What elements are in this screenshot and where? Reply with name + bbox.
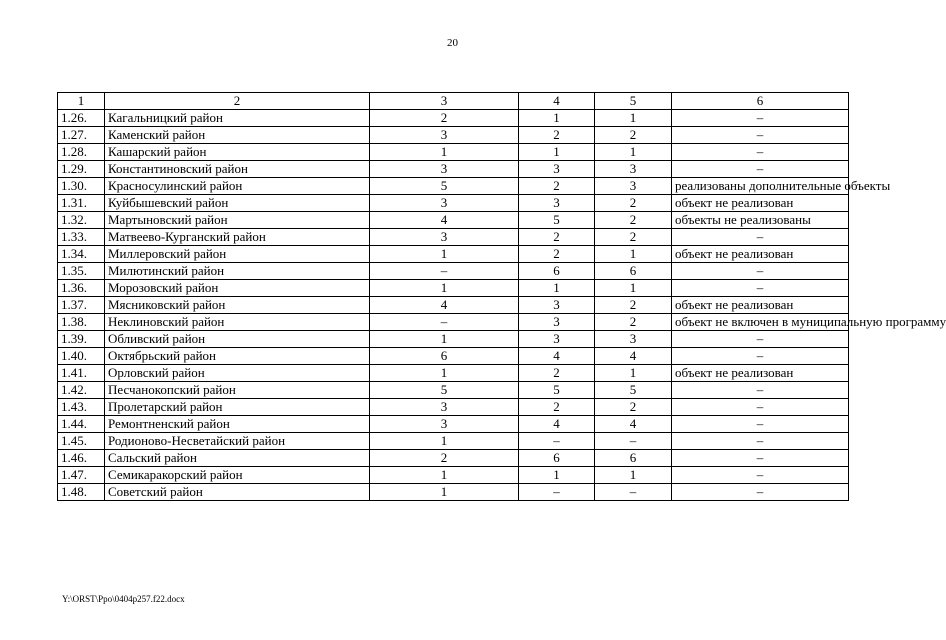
file-path-footer: Y:\ORST\Ppo\0404p257.f22.docx bbox=[62, 594, 185, 604]
column-4-value: 3 bbox=[519, 195, 595, 212]
column-3-value: 3 bbox=[370, 195, 519, 212]
note: объекты не реализованы bbox=[672, 212, 849, 229]
note: – bbox=[672, 280, 849, 297]
page-number: 20 bbox=[447, 37, 458, 49]
district-name: Родионово-Несветайский район bbox=[105, 433, 370, 450]
note: – bbox=[672, 331, 849, 348]
column-4-value: 2 bbox=[519, 365, 595, 382]
table-row bbox=[58, 331, 849, 348]
note: объект не реализован bbox=[672, 365, 849, 382]
column-3-value: 1 bbox=[370, 144, 519, 161]
table-row bbox=[58, 399, 849, 416]
table-row bbox=[58, 348, 849, 365]
column-5-value: – bbox=[595, 484, 672, 501]
column-3-value: 1 bbox=[370, 433, 519, 450]
column-4-value: 3 bbox=[519, 297, 595, 314]
column-4-value: – bbox=[519, 433, 595, 450]
column-3-value: 5 bbox=[370, 178, 519, 195]
row-number: 1.32. bbox=[58, 212, 105, 229]
column-5-value: 4 bbox=[595, 416, 672, 433]
table-row bbox=[58, 314, 849, 331]
column-4-value: 2 bbox=[519, 246, 595, 263]
column-5-value: 1 bbox=[595, 110, 672, 127]
column-3-value: 4 bbox=[370, 212, 519, 229]
row-number: 1.39. bbox=[58, 331, 105, 348]
table-row bbox=[58, 382, 849, 399]
header-cell-5: 5 bbox=[595, 93, 672, 110]
column-5-value: 4 bbox=[595, 348, 672, 365]
column-4-value: 6 bbox=[519, 450, 595, 467]
note: – bbox=[672, 399, 849, 416]
note: – bbox=[672, 467, 849, 484]
note: – bbox=[672, 144, 849, 161]
column-4-value: 1 bbox=[519, 280, 595, 297]
note: объект не включен в муниципальную программу bbox=[672, 314, 849, 331]
district-name: Красносулинский район bbox=[105, 178, 370, 195]
table-row bbox=[58, 263, 849, 280]
row-number: 1.44. bbox=[58, 416, 105, 433]
row-number: 1.31. bbox=[58, 195, 105, 212]
column-3-value: 3 bbox=[370, 416, 519, 433]
district-name: Пролетарский район bbox=[105, 399, 370, 416]
column-5-value: 2 bbox=[595, 212, 672, 229]
district-name: Обливский район bbox=[105, 331, 370, 348]
column-5-value: 2 bbox=[595, 229, 672, 246]
column-3-value: 3 bbox=[370, 127, 519, 144]
column-5-value: – bbox=[595, 433, 672, 450]
table-row bbox=[58, 212, 849, 229]
table-row bbox=[58, 416, 849, 433]
column-5-value: 3 bbox=[595, 178, 672, 195]
note: – bbox=[672, 229, 849, 246]
district-name: Куйбышевский район bbox=[105, 195, 370, 212]
column-4-value: 3 bbox=[519, 331, 595, 348]
column-5-value: 5 bbox=[595, 382, 672, 399]
column-4-value: – bbox=[519, 484, 595, 501]
district-name: Мясниковский район bbox=[105, 297, 370, 314]
column-4-value: 1 bbox=[519, 467, 595, 484]
column-5-value: 1 bbox=[595, 467, 672, 484]
row-number: 1.46. bbox=[58, 450, 105, 467]
table-row bbox=[58, 467, 849, 484]
note: – bbox=[672, 263, 849, 280]
column-3-value: 5 bbox=[370, 382, 519, 399]
note: объект не реализован bbox=[672, 195, 849, 212]
row-number: 1.41. bbox=[58, 365, 105, 382]
row-number: 1.45. bbox=[58, 433, 105, 450]
district-name: Каменский район bbox=[105, 127, 370, 144]
table-row bbox=[58, 178, 849, 195]
district-name: Морозовский район bbox=[105, 280, 370, 297]
district-name: Советский район bbox=[105, 484, 370, 501]
column-4-value: 3 bbox=[519, 314, 595, 331]
header-cell-3: 3 bbox=[370, 93, 519, 110]
note: – bbox=[672, 348, 849, 365]
row-number: 1.40. bbox=[58, 348, 105, 365]
table-row bbox=[58, 297, 849, 314]
header-row bbox=[58, 93, 849, 110]
header-cell-2: 2 bbox=[105, 93, 370, 110]
column-3-value: 3 bbox=[370, 161, 519, 178]
row-number: 1.36. bbox=[58, 280, 105, 297]
column-3-value: 1 bbox=[370, 246, 519, 263]
row-number: 1.38. bbox=[58, 314, 105, 331]
district-name: Октябрьский район bbox=[105, 348, 370, 365]
column-3-value: 6 bbox=[370, 348, 519, 365]
column-3-value: 3 bbox=[370, 399, 519, 416]
column-4-value: 4 bbox=[519, 348, 595, 365]
column-3-value: 1 bbox=[370, 280, 519, 297]
column-4-value: 2 bbox=[519, 229, 595, 246]
note: – bbox=[672, 127, 849, 144]
column-5-value: 1 bbox=[595, 365, 672, 382]
note: – bbox=[672, 110, 849, 127]
column-5-value: 6 bbox=[595, 263, 672, 280]
column-3-value: 1 bbox=[370, 331, 519, 348]
district-name: Семикаракорский район bbox=[105, 467, 370, 484]
note: – bbox=[672, 382, 849, 399]
row-number: 1.28. bbox=[58, 144, 105, 161]
note: – bbox=[672, 161, 849, 178]
row-number: 1.26. bbox=[58, 110, 105, 127]
district-name: Миллеровский район bbox=[105, 246, 370, 263]
district-name: Кашарский район bbox=[105, 144, 370, 161]
column-5-value: 1 bbox=[595, 280, 672, 297]
column-3-value: 3 bbox=[370, 229, 519, 246]
column-3-value: 4 bbox=[370, 297, 519, 314]
district-name: Песчанокопский район bbox=[105, 382, 370, 399]
row-number: 1.42. bbox=[58, 382, 105, 399]
note: объект не реализован bbox=[672, 297, 849, 314]
district-name: Неклиновский район bbox=[105, 314, 370, 331]
district-name: Константиновский район bbox=[105, 161, 370, 178]
row-number: 1.29. bbox=[58, 161, 105, 178]
table-row bbox=[58, 433, 849, 450]
district-name: Матвеево-Курганский район bbox=[105, 229, 370, 246]
table-row bbox=[58, 450, 849, 467]
column-5-value: 6 bbox=[595, 450, 672, 467]
row-number: 1.48. bbox=[58, 484, 105, 501]
district-name: Орловский район bbox=[105, 365, 370, 382]
column-4-value: 3 bbox=[519, 161, 595, 178]
note: – bbox=[672, 416, 849, 433]
column-3-value: 2 bbox=[370, 110, 519, 127]
header-cell-1: 1 bbox=[58, 93, 105, 110]
column-3-value: 2 bbox=[370, 450, 519, 467]
row-number: 1.35. bbox=[58, 263, 105, 280]
table-row bbox=[58, 280, 849, 297]
district-name: Ремонтненский район bbox=[105, 416, 370, 433]
column-5-value: 1 bbox=[595, 246, 672, 263]
table-row bbox=[58, 484, 849, 501]
district-name: Милютинский район bbox=[105, 263, 370, 280]
column-4-value: 1 bbox=[519, 110, 595, 127]
note: – bbox=[672, 484, 849, 501]
column-4-value: 4 bbox=[519, 416, 595, 433]
column-4-value: 5 bbox=[519, 212, 595, 229]
table-row bbox=[58, 161, 849, 178]
row-number: 1.34. bbox=[58, 246, 105, 263]
column-4-value: 2 bbox=[519, 178, 595, 195]
column-5-value: 3 bbox=[595, 161, 672, 178]
column-5-value: 3 bbox=[595, 331, 672, 348]
column-5-value: 2 bbox=[595, 127, 672, 144]
table-row bbox=[58, 246, 849, 263]
note: – bbox=[672, 433, 849, 450]
column-3-value: 1 bbox=[370, 484, 519, 501]
row-number: 1.33. bbox=[58, 229, 105, 246]
column-3-value: 1 bbox=[370, 467, 519, 484]
note: – bbox=[672, 450, 849, 467]
district-name: Мартыновский район bbox=[105, 212, 370, 229]
row-number: 1.37. bbox=[58, 297, 105, 314]
column-5-value: 2 bbox=[595, 297, 672, 314]
data-table bbox=[57, 92, 946, 501]
table-row bbox=[58, 110, 849, 127]
table-row bbox=[58, 229, 849, 246]
table-row bbox=[58, 144, 849, 161]
column-4-value: 2 bbox=[519, 127, 595, 144]
column-3-value: – bbox=[370, 263, 519, 280]
row-number: 1.30. bbox=[58, 178, 105, 195]
table-row bbox=[58, 365, 849, 382]
column-4-value: 6 bbox=[519, 263, 595, 280]
note: реализованы дополнительные объекты bbox=[672, 178, 849, 195]
column-5-value: 1 bbox=[595, 144, 672, 161]
column-4-value: 5 bbox=[519, 382, 595, 399]
row-number: 1.27. bbox=[58, 127, 105, 144]
note: объект не реализован bbox=[672, 246, 849, 263]
column-5-value: 2 bbox=[595, 399, 672, 416]
column-3-value: – bbox=[370, 314, 519, 331]
column-5-value: 2 bbox=[595, 195, 672, 212]
table-row bbox=[58, 195, 849, 212]
column-3-value: 1 bbox=[370, 365, 519, 382]
column-5-value: 2 bbox=[595, 314, 672, 331]
row-number: 1.43. bbox=[58, 399, 105, 416]
district-name: Сальский район bbox=[105, 450, 370, 467]
table-row bbox=[58, 127, 849, 144]
row-number: 1.47. bbox=[58, 467, 105, 484]
district-name: Кагальницкий район bbox=[105, 110, 370, 127]
column-4-value: 2 bbox=[519, 399, 595, 416]
column-4-value: 1 bbox=[519, 144, 595, 161]
header-cell-6: 6 bbox=[672, 93, 849, 110]
header-cell-4: 4 bbox=[519, 93, 595, 110]
